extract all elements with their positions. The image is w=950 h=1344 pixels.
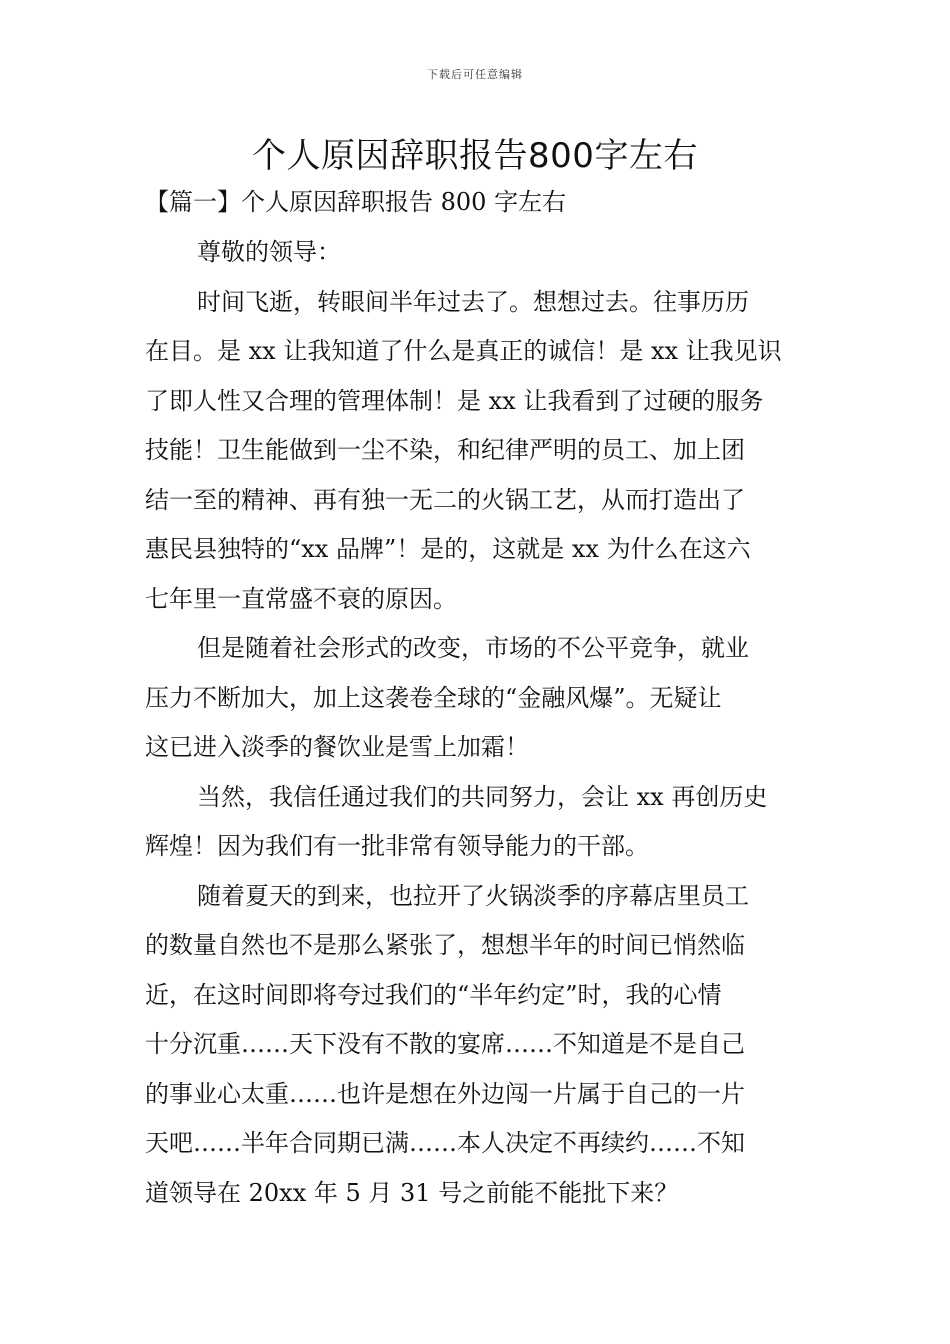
paragraph-line: 在目。是 xx 让我知道了什么是真正的诚信！是 xx 让我见识 — [145, 337, 782, 365]
paragraph-line: 道领导在 20xx 年 5 月 31 号之前能不能批下来？ — [145, 1178, 679, 1207]
paragraph-line: 这已进入淡季的餐饮业是雪上加霜！ — [145, 733, 529, 761]
paragraph-2 — [145, 624, 807, 773]
paragraph-3 — [145, 773, 807, 872]
paragraph-line: 了即人性又合理的管理体制！是 xx 让我看到了过硬的服务 — [145, 386, 764, 415]
paragraph-line: 当然，我信任通过我们的共同努力，会让 xx 再创历史 — [197, 782, 768, 811]
section-heading: 【篇一】个人原因辞职报告 800 字左右 — [145, 188, 567, 216]
salutation — [145, 228, 807, 278]
paragraph-line: 天吧……半年合同期已满……本人决定不再续约……不知 — [145, 1129, 745, 1157]
salutation-line: 尊敬的领导： — [197, 238, 341, 266]
paragraph-line: 但是随着社会形式的改变，市场的不公平竞争，就业 — [197, 634, 749, 662]
paragraph-line: 压力不断加大，加上这袭卷全球的“金融风爆”。无疑让 — [145, 683, 722, 712]
paragraph-line: 辉煌！因为我们有一批非常有领导能力的干部。 — [145, 832, 649, 860]
paragraph-line: 七年里一直常盛不衰的原因。 — [145, 584, 457, 613]
paragraph-line: 的数量自然也不是那么紧张了，想想半年的时间已悄然临 — [145, 931, 745, 959]
document-body — [145, 228, 807, 1218]
paragraph-1 — [145, 278, 807, 625]
paragraph-4 — [145, 872, 807, 1219]
page-header-note: 下载后可任意编辑 — [427, 68, 523, 81]
paragraph-line: 的事业心太重……也许是想在外边闯一片属于自己的一片 — [145, 1079, 745, 1108]
paragraph-line: 结一至的精神、再有独一无二的火锅工艺，从而打造出了 — [145, 485, 745, 514]
paragraph-line: 近，在这时间即将夸过我们的“半年约定”时，我的心情 — [145, 980, 722, 1009]
paragraph-line: 技能！卫生能做到一尘不染，和纪律严明的员工、加上团 — [145, 436, 745, 464]
paragraph-line: 惠民县独特的“xx 品牌”！是的，这就是 xx 为什么在这六 — [145, 535, 751, 563]
paragraph-line: 时间飞逝，转眼间半年过去了。想想过去。往事历历 — [197, 287, 749, 316]
document-title: 个人原因辞职报告800字左右 — [252, 136, 698, 176]
paragraph-line: 十分沉重……天下没有不散的宴席……不知道是不是自己 — [145, 1030, 745, 1058]
paragraph-line: 随着夏天的到来，也拉开了火锅淡季的序幕店里员工 — [197, 881, 749, 910]
